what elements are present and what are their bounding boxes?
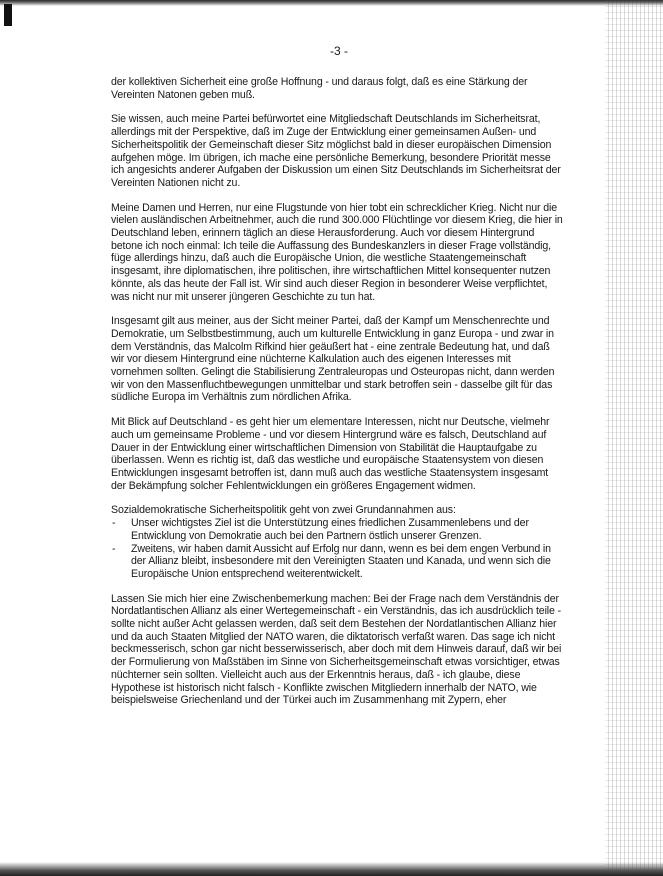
paragraph-5: Mit Blick auf Deutschland - es geht hier um elementare Interessen, nicht nur Deutsche, vielmehr auch um gemeinsame Probleme - und vor diesem Hintergrund wäre es falsch, Deutschland auf Dauer in der Entwicklung einer wirtschaftlichen Dimension von Stabilität die Hauptaufgabe zu überlassen. Wenn es richtig ist, daß das westliche und europäische Staatensystem von diesen Entwicklungen insgesamt betroffen ist, dann muß auch das westliche Staatensystem insgesamt der Bekämpfung solcher Fehlentwicklungen ein größeres Engagement widmen. [111, 416, 550, 492]
scan-edge-top [0, 0, 663, 6]
scan-corner-mark [4, 4, 12, 26]
bullet-text: Zweitens, wir haben damit Aussicht auf Erfolg nur dann, wenn es bei dem engen Verbund in der Allianz bleibt, insbesondere mit den Vereinigten Staaten und Kanada, und wenn sich die Europäische Union entsprechend weiterentwickelt. [131, 542, 551, 580]
paragraph-4: Insgesamt gilt aus meiner, aus der Sicht meiner Partei, daß der Kampf um Menschenrechte und Demokratie, um Selbstbestimmung, auch um kulturelle Entwicklung in ganz Europa - und zwar in dem Verständnis, das Malcolm Rifkind hier geäußert hat - eine zentrale Bedeutung hat, und daß wir vor diesem Hintergrund eine nüchterne Kalkulation auch des eigenen Interesses mit vornehmen sollten. Gelingt die Stabilisierung Zentraleuropas und Osteuropas nicht, dann werden wir von den Massenfluchtbewegungen unmittelbar und stark betroffen sein - dasselbe gilt für das südliche Europa im Verhältnis zum nördlichen Afrika. [111, 315, 555, 404]
paragraph-1: der kollektiven Sicherheit eine große Hoffnung - und daraus folgt, daß es eine Stärkung der Vereinten Natonen geben muß. [111, 76, 528, 101]
list-item [111, 543, 563, 581]
document-body [111, 76, 563, 707]
bullet-marker: - [112, 517, 116, 530]
paragraph-6: Sozialdemokratische Sicherheitspolitik geht von zwei Grundannahmen aus: [111, 504, 456, 517]
scan-edge-bottom [0, 862, 663, 876]
bullet-list [111, 517, 563, 581]
paragraph-2: Sie wissen, auch meine Partei befürwortet eine Mitgliedschaft Deutschlands im Sicherheitsrat, allerdings mit der Perspektive, daß im Zuge der Entwicklung einer gemeinsamen Außen- und Sicherheitspolitik der Gemeinschaft dieser Sitz möglichst bald in dieser europäischen Dimension aufgehen möge. Im übrigen, ich mache eine persönliche Bemerkung, besondere Priorität messe ich angesichts anderer Aufgaben der Diskussion um einen Sitz Deutschlands im Sicherheitsrat der Vereinten Nationen nicht zu. [111, 113, 561, 189]
bullet-text: Unser wichtigstes Ziel ist die Unterstützung eines friedlichen Zusammenlebens und der Entwicklung von Demokratie auch bei den Partnern östlich unserer Grenzen. [131, 517, 529, 542]
scan-edge-right [605, 0, 663, 876]
page-number: -3 - [330, 44, 348, 58]
paragraph-3: Meine Damen und Herren, nur eine Flugstunde von hier tobt ein schrecklicher Krieg. Nicht nur die vielen ausländischen Arbeitnehmer, auch die rund 300.000 Flüchtlinge vor diesem Krieg, die hier in Deutschland leben, erinnern täglich an diese Herausforderung. Auch vor diesem Hintergrund betone ich noch einmal: Ich teile die Auffassung des Bundeskanzlers in dieser Frage vollständig, füge allerdings hinzu, daß auch die Europäische Union, die westliche Staatengemeinschaft insgesamt, ihre diplomatischen, ihre politischen, ihre wirtschaftlichen Mittel konsequenter nutzen könnte, als das heute der Fall ist. Wir sind auch dieser Region in besonderer Weise verpflichtet, was nicht nur mit unserer jüngeren Geschichte zu tun hat. [111, 201, 563, 303]
bullet-marker: - [112, 542, 116, 555]
paragraph-7: Lassen Sie mich hier eine Zwischenbemerkung machen: Bei der Frage nach dem Verständnis der Nordatlantischen Allianz als einer Wertegemeinschaft - ein Verständnis, das ich ausdrücklich teile - sollte nicht außer Acht gelassen werden, daß seit dem Bestehen der Nordatlantischen Allianz hier und da auch Staaten Mitglied der NATO waren, die diktatorisch verfaßt waren. Das sage ich nicht beckmesserisch, schon gar nicht besserwisserisch, aber doch mit dem Hinweis darauf, daß wir bei der Formulierung von Maßstäben im Sinne von Sicherheitsgemeinschaft etwas vorsichtiger, etwas nüchterner sein sollten. Vielleicht auch aus der Erkenntnis heraus, daß - ich glaube, diese Hypothese ist historisch nicht falsch - Konflikte zwischen Mitgliedern innerhalb der NATO, wie beispielsweise Griechenland und der Türkei auch im Zusammenhang mit Zypern, eher [111, 592, 562, 707]
list-item [111, 517, 563, 542]
